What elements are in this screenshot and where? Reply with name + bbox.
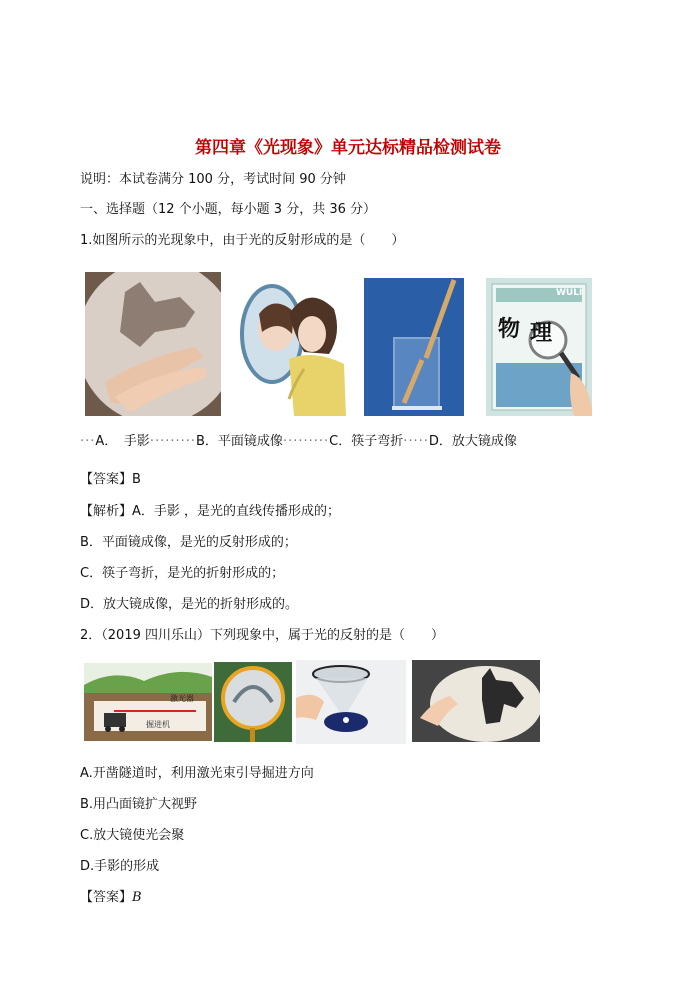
analysis-line-1: 【解析】A．手影 ，是光的直线传播形成的；	[80, 504, 341, 519]
option-d: D.手影的形成	[80, 859, 160, 874]
answer-value: B	[132, 890, 142, 905]
question-1-answer: 【答案】B	[80, 472, 141, 487]
tunnel-laser-image	[84, 663, 212, 741]
caption-c: C．筷子弯折	[329, 434, 404, 449]
laser-label: 激光器	[170, 694, 194, 703]
hand-shadow-dog-image	[412, 660, 540, 742]
answer-prefix: 【答案】	[80, 890, 133, 905]
tunnel-machine-label: 掘进机	[146, 720, 170, 729]
analysis-line-4: D．放大镜成像，是光的折射形成的。	[80, 597, 299, 612]
section-heading: 一、选择题（12 个小题，每小题 3 分，共 36 分）	[80, 202, 377, 217]
exam-note: 说明：本试卷满分 100 分，考试时间 90 分钟	[80, 172, 346, 187]
bent-chopstick-image	[364, 278, 464, 416]
plane-mirror-image	[234, 274, 352, 416]
book-title-char-2: 理	[530, 320, 553, 346]
document-title: 第四章《光现象》单元达标精品检测试卷	[195, 138, 501, 158]
convex-mirror-image	[214, 662, 292, 742]
hand-shadow-image	[85, 272, 221, 416]
question-1-captions: ···A． 手影·········B．平面镜成像·········C．筷子弯折·····D．放大镜成像	[80, 434, 517, 449]
question-1-stem: 1.如图所示的光现象中，由于光的反射形成的是（ ）	[80, 233, 405, 248]
option-a: A.开凿隧道时，利用激光束引导掘进方向	[80, 766, 314, 781]
magnifier-focus-image	[296, 660, 406, 744]
analysis-line-2: B．平面镜成像，是光的反射形成的；	[80, 535, 297, 550]
caption-b: B．平面镜成像	[196, 434, 283, 449]
question-2-stem: 2．（2019 四川乐山）下列现象中，属于光的反射的是（ ）	[80, 628, 444, 643]
question-2-answer	[80, 890, 142, 906]
caption-a: A． 手影	[95, 434, 150, 449]
magnifier-book-image	[486, 278, 592, 416]
caption-d: D．放大镜成像	[428, 434, 517, 449]
option-b: B.用凸面镜扩大视野	[80, 797, 198, 812]
book-title-latin: WULI	[556, 288, 583, 298]
option-c: C.放大镜使光会聚	[80, 828, 185, 843]
analysis-line-3: C．筷子弯折，是光的折射形成的；	[80, 566, 285, 581]
book-title-char-1: 物	[498, 316, 521, 342]
